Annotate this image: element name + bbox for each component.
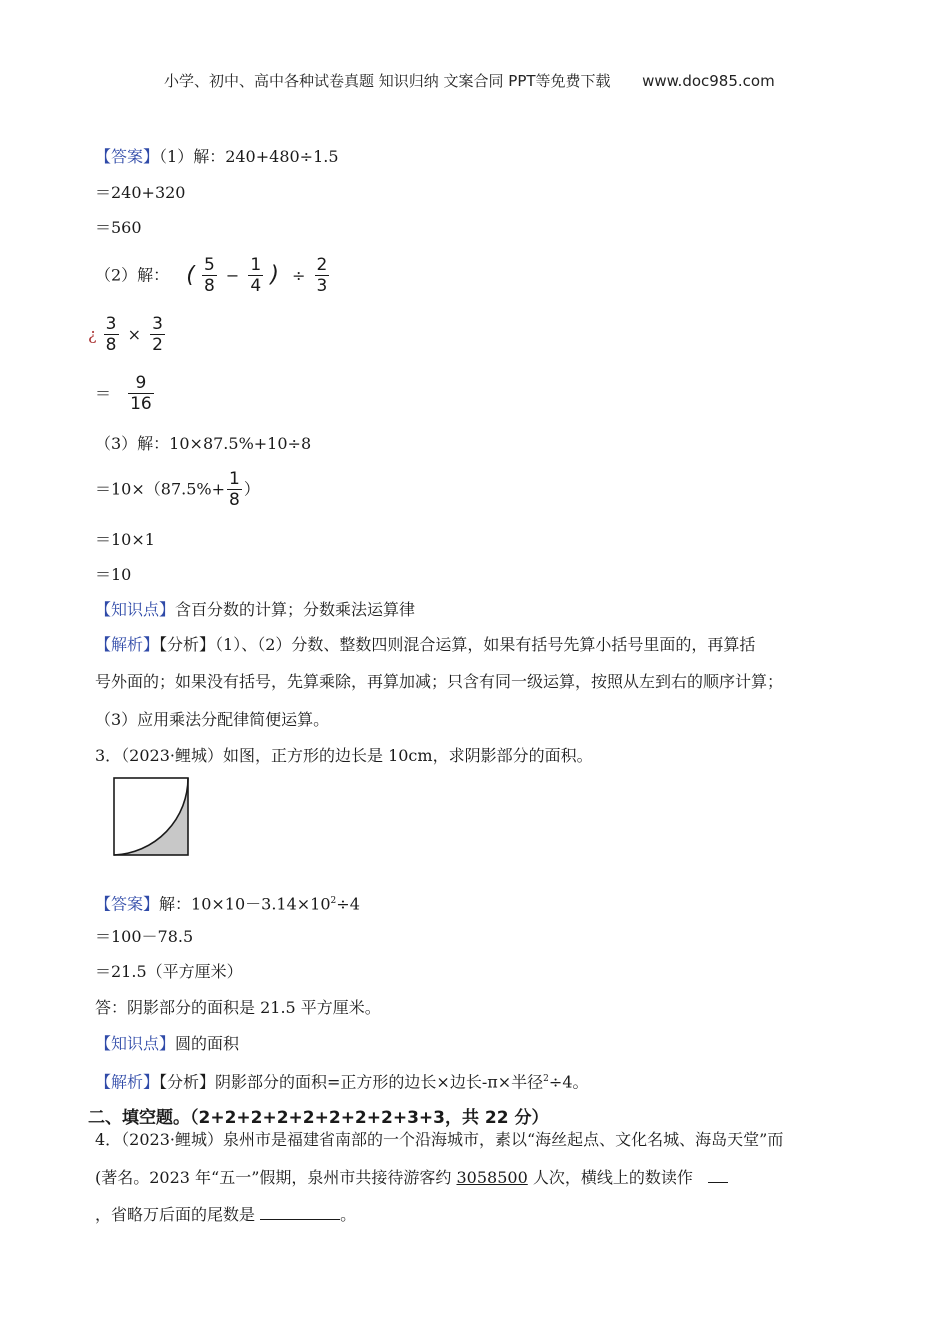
fraction: $\frac{9}{16}$ (130, 373, 152, 414)
q3-knowledge-point: 【知识点】圆的面积 (95, 1034, 240, 1053)
q2-analysis-line1: 【解析】【分析】（1）、（2）分数、整数四则混合运算，如果有括号先算小括号里面的，再算括 (95, 635, 756, 654)
divide-sign: ÷ (292, 265, 306, 285)
q2-analysis-line3: （3）应用乘法分配律简便运算。 (95, 710, 330, 729)
fraction: $\frac{3}{8}$ (105, 314, 117, 355)
q2-p2-step2 (88, 313, 167, 356)
header-title: 小学、初中、高中各种试卷真题 知识归纳 文案合同 PPT等免费下载 (164, 72, 611, 90)
answer-blank-1[interactable] (708, 1168, 728, 1183)
q2-p3-step2: ＝10×（87.5%+ $\frac{1}{8}$ ） (95, 469, 260, 510)
times-sign: × (127, 324, 141, 344)
q4-line2: (著名。2023 年“五一”假期，泉州市共接待游客约 3058500 人次，横线上的数读作 (95, 1167, 728, 1189)
q2-p3-step3: ＝10×1 (95, 530, 155, 549)
minus-sign: − (225, 265, 240, 285)
header-url: www.doc985.com (642, 72, 775, 90)
q3-answer-line3: ＝21.5（平方厘米） (95, 962, 243, 981)
stray-glyph: ¿ (88, 324, 97, 344)
q3-analysis: 【解析】【分析】阴影部分的面积=正方形的边长×边长-π×半径$^2$÷4。 (95, 1072, 589, 1092)
q2-p2-step3: ＝ $\frac{9}{16}$ (95, 373, 152, 414)
q2-knowledge-point: 【知识点】含百分数的计算；分数乘法运算律 (95, 600, 416, 619)
q3-stem: 3．（2023·鲤城）如图，正方形的边长是 10cm，求阴影部分的面积。 (95, 746, 593, 765)
knowledge-tag: 【知识点】 (95, 1034, 176, 1053)
analysis-tag: 【解析】 (95, 635, 160, 654)
q2-p2-expression (95, 254, 331, 297)
q2-answer-line1 (95, 146, 339, 168)
q3-answer-line1: 【答案】解：$10\times 10-3.14\times 10^2\div 4$ (95, 894, 360, 914)
page-header (164, 70, 775, 91)
q2-p2-label: （2）解： (95, 265, 170, 285)
square-quarter-circle-figure (110, 774, 192, 858)
answer-blank-2[interactable] (260, 1205, 340, 1220)
q2-p1-step3: ＝560 (95, 218, 142, 237)
fraction: $\frac{1}{4}$ (250, 255, 262, 296)
q2-analysis-line2: 号外面的；如果没有括号，先算乘除，再算加减；只含有同一级运算，按照从左到右的顺序计算； (95, 672, 784, 691)
q4-line3: ，省略万后面的尾数是 。 (95, 1205, 357, 1224)
q3-answer-reply: 答：阴影部分的面积是 21.5 平方厘米。 (95, 998, 381, 1017)
section-title: 二、填空题。（2+2+2+2+2+2+2+2+3+3，共 22 分） (88, 1108, 549, 1128)
fraction: $\frac{5}{8}$ (203, 255, 215, 296)
underlined-number: 3058500 (456, 1168, 528, 1187)
analysis-tag: 【解析】 (95, 1072, 160, 1092)
fraction: $\frac{2}{3}$ (316, 255, 328, 296)
q2-p1-step2: ＝240+320 (95, 183, 186, 202)
q2-p1-step1: （1）解：240+480÷1.5 (159, 147, 339, 166)
q2-p3-step4: ＝10 (95, 565, 132, 584)
q3-answer-line2: ＝100－78.5 (95, 927, 194, 946)
q2-p3-step1: （3）解：10×87.5%+10÷8 (95, 434, 312, 453)
close-paren: ) (270, 262, 279, 288)
answer-tag: 【答案】 (95, 147, 160, 166)
open-paren: ( (186, 262, 195, 288)
fraction: $\frac{3}{2}$ (152, 314, 163, 355)
fraction: $\frac{1}{8}$ (229, 469, 240, 510)
q4-line1: 4．（2023·鲤城）泉州市是福建省南部的一个沿海城市，素以“海丝起点、文化名城、海岛天堂”而 (95, 1130, 784, 1149)
answer-tag: 【答案】 (95, 894, 160, 914)
knowledge-tag: 【知识点】 (95, 600, 176, 619)
